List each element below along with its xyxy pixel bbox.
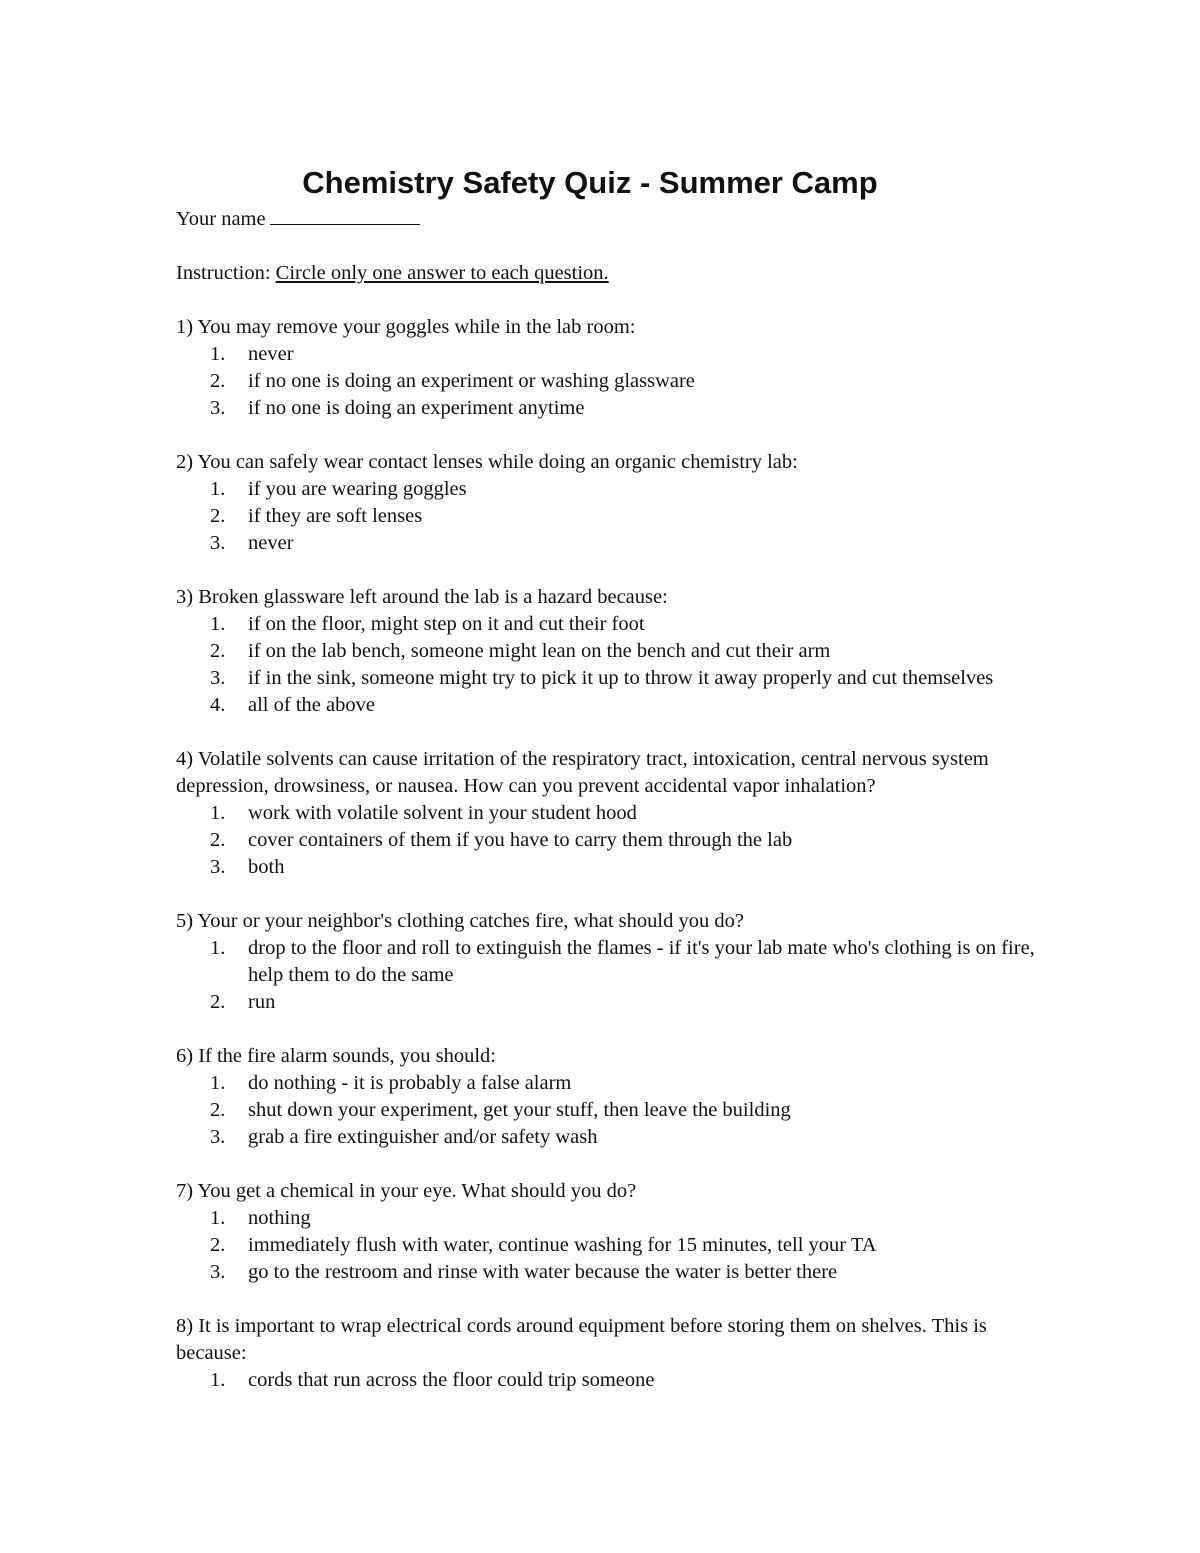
answer-option[interactable] [176, 1097, 1046, 1124]
option-number: 1. [210, 613, 226, 635]
question-8 [176, 1313, 1046, 1394]
answer-option[interactable] [176, 638, 1046, 665]
option-number: 3. [210, 532, 226, 554]
option-number: 2. [210, 640, 226, 662]
answer-options [176, 1070, 1046, 1151]
option-text: both [248, 856, 285, 878]
answer-option[interactable] [176, 989, 1046, 1016]
instruction-text: Circle only one answer to each question. [275, 262, 609, 284]
option-text: if no one is doing an experiment anytime [248, 397, 585, 419]
option-text: if in the sink, someone might try to pick it up to throw it away properly and cut themselves [248, 667, 994, 689]
answer-option[interactable] [176, 368, 1046, 395]
option-text: drop to the floor and roll to extinguish the flames - if it's your lab mate who's clothing is on fire, help them to do the same [248, 937, 1035, 986]
option-text: if on the floor, might step on it and cut their foot [248, 613, 645, 635]
option-text: grab a fire extinguisher and/or safety wash [248, 1126, 598, 1148]
question-5 [176, 908, 1046, 1016]
option-text: all of the above [248, 694, 375, 716]
answer-option[interactable] [176, 1367, 1046, 1394]
option-number: 3. [210, 397, 226, 419]
option-number: 2. [210, 991, 226, 1013]
option-text: never [248, 343, 294, 365]
question-text: 7) You get a chemical in your eye. What should you do? [176, 1180, 637, 1202]
answer-option[interactable] [176, 395, 1046, 422]
option-number: 4. [210, 694, 226, 716]
option-text: run [248, 991, 276, 1013]
option-text: cover containers of them if you have to carry them through the lab [248, 829, 793, 851]
option-text: if they are soft lenses [248, 505, 423, 527]
answer-option[interactable] [176, 1259, 1046, 1286]
option-number: 2. [210, 370, 226, 392]
answer-option[interactable] [176, 530, 1046, 557]
option-number: 1. [210, 1369, 226, 1391]
option-text: nothing [248, 1207, 311, 1229]
question-6 [176, 1043, 1046, 1151]
answer-option[interactable] [176, 611, 1046, 638]
option-number: 3. [210, 667, 226, 689]
instruction [176, 260, 1046, 287]
name-label: Your name [176, 208, 266, 230]
option-number: 3. [210, 1261, 226, 1283]
answer-options [176, 611, 1046, 719]
option-number: 1. [210, 478, 226, 500]
option-number: 3. [210, 1126, 226, 1148]
option-text: if no one is doing an experiment or washing glassware [248, 370, 695, 392]
question-list [176, 314, 1046, 1394]
answer-option[interactable] [176, 1124, 1046, 1151]
option-number: 1. [210, 1207, 226, 1229]
question-text: 8) It is important to wrap electrical cords around equipment before storing them on shelves. This is because: [176, 1315, 987, 1364]
option-number: 2. [210, 829, 226, 851]
answer-option[interactable] [176, 854, 1046, 881]
option-text: immediately flush with water, continue washing for 15 minutes, tell your TA [248, 1234, 877, 1256]
name-blank [270, 206, 420, 225]
question-text: 5) Your or your neighbor's clothing catches fire, what should you do? [176, 910, 744, 932]
answer-option[interactable] [176, 476, 1046, 503]
question-3 [176, 584, 1046, 719]
question-4 [176, 746, 1046, 881]
question-text: 2) You can safely wear contact lenses while doing an organic chemistry lab: [176, 451, 798, 473]
option-text: cords that run across the floor could trip someone [248, 1369, 655, 1391]
option-number: 2. [210, 1234, 226, 1256]
question-1 [176, 314, 1046, 422]
question-text: 1) You may remove your goggles while in the lab room: [176, 316, 636, 338]
option-number: 1. [210, 802, 226, 824]
answer-option[interactable] [176, 827, 1046, 854]
name-line [176, 206, 1046, 233]
option-text: go to the restroom and rinse with water because the water is better there [248, 1261, 838, 1283]
answer-option[interactable] [176, 503, 1046, 530]
question-text: 4) Volatile solvents can cause irritation of the respiratory tract, intoxication, central nervous system depression, drowsiness, or nausea. How can you prevent accidental vapor inhalation? [176, 748, 989, 797]
answer-options [176, 476, 1046, 557]
option-number: 1. [210, 1072, 226, 1094]
answer-option[interactable] [176, 800, 1046, 827]
option-number: 1. [210, 343, 226, 365]
option-number: 3. [210, 856, 226, 878]
question-text: 3) Broken glassware left around the lab is a hazard because: [176, 586, 668, 608]
question-7 [176, 1178, 1046, 1286]
instruction-label: Instruction: [176, 262, 271, 284]
answer-option[interactable] [176, 341, 1046, 368]
option-text: do nothing - it is probably a false alarm [248, 1072, 572, 1094]
answer-option[interactable] [176, 1070, 1046, 1097]
option-text: shut down your experiment, get your stuff, then leave the building [248, 1099, 791, 1121]
answer-option[interactable] [176, 692, 1046, 719]
option-number: 1. [210, 937, 226, 959]
answer-options [176, 341, 1046, 422]
answer-options [176, 800, 1046, 881]
option-text: if you are wearing goggles [248, 478, 467, 500]
option-number: 2. [210, 505, 226, 527]
answer-option[interactable] [176, 1232, 1046, 1259]
option-text: work with volatile solvent in your student hood [248, 802, 637, 824]
answer-option[interactable] [176, 1205, 1046, 1232]
option-text: if on the lab bench, someone might lean on the bench and cut their arm [248, 640, 831, 662]
answer-option[interactable] [176, 935, 1046, 989]
quiz-page [176, 162, 1046, 1394]
option-text: never [248, 532, 294, 554]
page-title: Chemistry Safety Quiz - Summer Camp [302, 165, 878, 200]
answer-options [176, 935, 1046, 1016]
answer-options [176, 1205, 1046, 1286]
answer-options [176, 1367, 1046, 1394]
option-number: 2. [210, 1099, 226, 1121]
question-2 [176, 449, 1046, 557]
question-text: 6) If the fire alarm sounds, you should: [176, 1045, 496, 1067]
answer-option[interactable] [176, 665, 1046, 692]
